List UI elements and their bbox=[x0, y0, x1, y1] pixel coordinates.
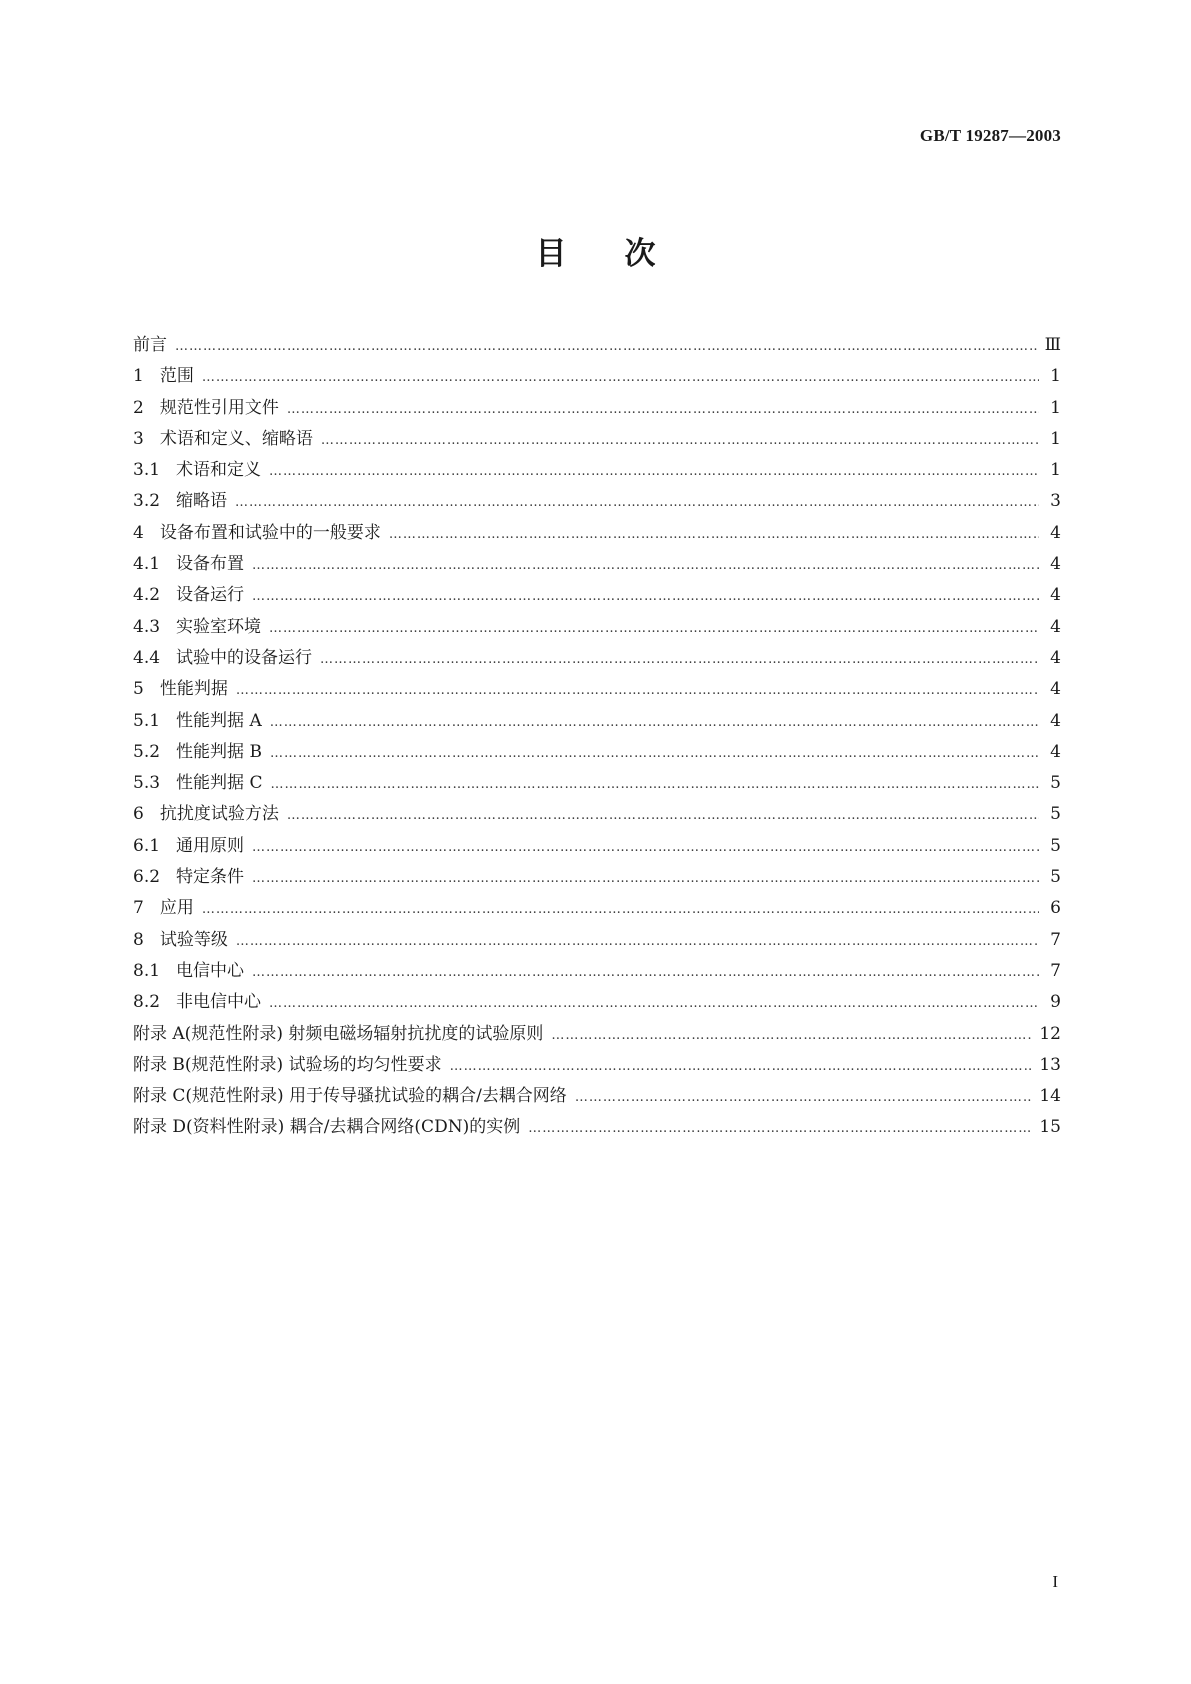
toc-entry-number: 6.2 bbox=[133, 867, 161, 888]
dot-leader bbox=[287, 402, 1039, 417]
toc-entry-label: 抗扰度试验方法 bbox=[159, 804, 279, 825]
toc-entry-page: 4 bbox=[1050, 585, 1061, 606]
toc-entry[interactable] bbox=[133, 1050, 1061, 1081]
toc-entry-label: 前言 bbox=[133, 335, 167, 355]
toc-entry-label: 设备布置 bbox=[176, 554, 245, 575]
toc-entry-number: 3 bbox=[133, 428, 144, 449]
toc-entry-page: 5 bbox=[1050, 835, 1061, 856]
toc-entry-number: 4 bbox=[133, 522, 144, 543]
toc-entry[interactable] bbox=[133, 330, 1061, 361]
toc-entry[interactable] bbox=[133, 1081, 1061, 1112]
toc-entry[interactable] bbox=[133, 1112, 1061, 1143]
toc-entry-number: 8 bbox=[133, 929, 144, 950]
toc-entry[interactable] bbox=[133, 612, 1061, 643]
toc-entry-page: 3 bbox=[1050, 491, 1061, 512]
toc-entry-page: 7 bbox=[1050, 929, 1061, 950]
toc-entry-page: 7 bbox=[1050, 960, 1061, 981]
toc-entry-label: 特定条件 bbox=[176, 867, 245, 888]
dot-leader bbox=[252, 871, 1039, 886]
toc-entry-number: 5.3 bbox=[133, 773, 161, 794]
dot-leader bbox=[236, 934, 1039, 949]
toc-entry-page: Ⅲ bbox=[1044, 335, 1061, 355]
toc-entry-page: 4 bbox=[1050, 679, 1061, 700]
dot-leader bbox=[321, 433, 1039, 448]
toc-entry-label: 试验等级 bbox=[159, 929, 228, 950]
toc-entry[interactable] bbox=[133, 925, 1061, 956]
page-title-part-2: 次 bbox=[624, 236, 656, 272]
toc-entry[interactable] bbox=[133, 674, 1061, 705]
page-number: I bbox=[1052, 1572, 1058, 1591]
toc-entry-number: 3.1 bbox=[133, 460, 161, 481]
toc-entry-label: 性能判据 A bbox=[176, 710, 262, 731]
toc-entry-page: 5 bbox=[1050, 804, 1061, 825]
toc-entry-page: 6 bbox=[1050, 898, 1061, 919]
toc-entry-label: 性能判据 B bbox=[176, 741, 262, 762]
toc-entry-label: 通用原则 bbox=[176, 835, 245, 856]
toc-entry-page: 1 bbox=[1050, 366, 1061, 387]
dot-leader bbox=[575, 1090, 1032, 1105]
toc-entry[interactable] bbox=[133, 768, 1061, 799]
toc-entry[interactable] bbox=[133, 549, 1061, 580]
toc-entry-page: 5 bbox=[1050, 867, 1061, 888]
toc-entry-number: 3.2 bbox=[133, 491, 161, 512]
toc-entry-page: 5 bbox=[1050, 773, 1061, 794]
toc-entry-page: 13 bbox=[1039, 1054, 1061, 1075]
toc-entry-number: 5.2 bbox=[133, 741, 161, 762]
toc-entry-page: 4 bbox=[1050, 554, 1061, 575]
toc-entry-page: 15 bbox=[1039, 1117, 1061, 1138]
toc-entry-label: 术语和定义 bbox=[176, 460, 262, 481]
dot-leader bbox=[269, 464, 1039, 479]
toc-entry-label: 性能判据 C bbox=[176, 773, 263, 794]
toc-entry-page: 1 bbox=[1050, 428, 1061, 449]
toc-entry[interactable] bbox=[133, 737, 1061, 768]
toc-entry-page: 4 bbox=[1050, 522, 1061, 543]
toc-entry[interactable] bbox=[133, 393, 1061, 424]
page-title bbox=[0, 228, 1191, 273]
toc-entry-page: 12 bbox=[1039, 1023, 1061, 1044]
toc-entry-label: 设备运行 bbox=[176, 585, 245, 606]
toc-entry-label: 术语和定义、缩略语 bbox=[159, 428, 313, 449]
toc-entry-page: 4 bbox=[1050, 647, 1061, 668]
dot-leader bbox=[252, 558, 1039, 573]
toc-entry-number: 6.1 bbox=[133, 835, 161, 856]
toc-entry-page: 9 bbox=[1050, 992, 1061, 1013]
toc-entry-number: 5 bbox=[133, 679, 144, 700]
dot-leader bbox=[320, 652, 1039, 667]
dot-leader bbox=[235, 495, 1039, 510]
dot-leader bbox=[269, 621, 1039, 636]
toc-entry[interactable] bbox=[133, 987, 1061, 1018]
toc-entry-number: 4.1 bbox=[133, 554, 161, 575]
toc-entry-label: 附录 A(规范性附录) 射频电磁场辐射抗扰度的试验原则 bbox=[133, 1023, 544, 1044]
toc-entry-label: 电信中心 bbox=[176, 960, 245, 981]
toc-entry-number: 1 bbox=[133, 366, 144, 387]
toc-entry-page: 1 bbox=[1050, 460, 1061, 481]
dot-leader bbox=[270, 777, 1039, 792]
toc-entry[interactable] bbox=[133, 1019, 1061, 1050]
dot-leader bbox=[236, 683, 1039, 698]
toc-entry[interactable] bbox=[133, 580, 1061, 611]
toc-entry-number: 4.2 bbox=[133, 585, 161, 606]
toc-entry[interactable] bbox=[133, 455, 1061, 486]
toc-entry[interactable] bbox=[133, 799, 1061, 830]
toc-entry-number: 8.2 bbox=[133, 992, 161, 1013]
toc-entry[interactable] bbox=[133, 862, 1061, 893]
toc-entry[interactable] bbox=[133, 956, 1061, 987]
toc-entry-label: 实验室环境 bbox=[176, 616, 262, 637]
toc-entry-number: 2 bbox=[133, 397, 144, 418]
toc-entry[interactable] bbox=[133, 361, 1061, 392]
dot-leader bbox=[252, 965, 1039, 980]
dot-leader bbox=[175, 339, 1037, 354]
toc-entry-label: 应用 bbox=[159, 898, 194, 919]
toc-entry-label: 非电信中心 bbox=[176, 992, 262, 1013]
toc-entry-number: 4.4 bbox=[133, 647, 161, 668]
toc-entry[interactable] bbox=[133, 518, 1061, 549]
toc-entry-label: 规范性引用文件 bbox=[159, 397, 279, 418]
toc-entry-page: 4 bbox=[1050, 616, 1061, 637]
toc-entry-label: 设备布置和试验中的一般要求 bbox=[159, 522, 381, 543]
toc-entry-page: 4 bbox=[1050, 710, 1061, 731]
dot-leader bbox=[270, 746, 1039, 761]
dot-leader bbox=[252, 589, 1039, 604]
toc-entry[interactable] bbox=[133, 893, 1061, 924]
toc-entry-label: 试验中的设备运行 bbox=[176, 647, 313, 668]
standard-code: GB/T 19287—2003 bbox=[919, 126, 1061, 145]
dot-leader bbox=[389, 527, 1039, 542]
dot-leader bbox=[551, 1028, 1031, 1043]
toc-entry-page: 14 bbox=[1039, 1086, 1061, 1107]
toc-entry-label: 附录 B(规范性附录) 试验场的均匀性要求 bbox=[133, 1054, 442, 1075]
dot-leader bbox=[202, 902, 1039, 917]
toc-entry-label: 附录 C(规范性附录) 用于传导骚扰试验的耦合/去耦合网络 bbox=[133, 1086, 567, 1107]
dot-leader bbox=[202, 370, 1039, 385]
toc-entry-number: 7 bbox=[133, 898, 144, 919]
toc-entry-label: 缩略语 bbox=[176, 491, 228, 512]
toc-entry-page: 1 bbox=[1050, 397, 1061, 418]
toc-entry[interactable] bbox=[133, 706, 1061, 737]
toc-entry-number: 5.1 bbox=[133, 710, 161, 731]
dot-leader bbox=[270, 715, 1039, 730]
toc-entry-number: 8.1 bbox=[133, 960, 161, 981]
toc-entry-label: 性能判据 bbox=[159, 679, 228, 700]
toc-entry-page: 4 bbox=[1050, 741, 1061, 762]
toc-entry-label: 范围 bbox=[159, 366, 194, 387]
toc-entry[interactable] bbox=[133, 643, 1061, 674]
dot-leader bbox=[528, 1121, 1031, 1136]
dot-leader bbox=[450, 1059, 1032, 1074]
toc-entry-label: 附录 D(资料性附录) 耦合/去耦合网络(CDN)的实例 bbox=[133, 1117, 521, 1138]
dot-leader bbox=[252, 840, 1039, 855]
table-of-contents bbox=[133, 330, 1061, 1144]
toc-entry[interactable] bbox=[133, 486, 1061, 517]
toc-entry[interactable] bbox=[133, 424, 1061, 455]
toc-entry[interactable] bbox=[133, 831, 1061, 862]
toc-entry-number: 4.3 bbox=[133, 616, 161, 637]
dot-leader bbox=[287, 808, 1039, 823]
toc-entry-number: 6 bbox=[133, 804, 144, 825]
page-title-part-1: 目 bbox=[535, 236, 567, 272]
dot-leader bbox=[269, 996, 1039, 1011]
